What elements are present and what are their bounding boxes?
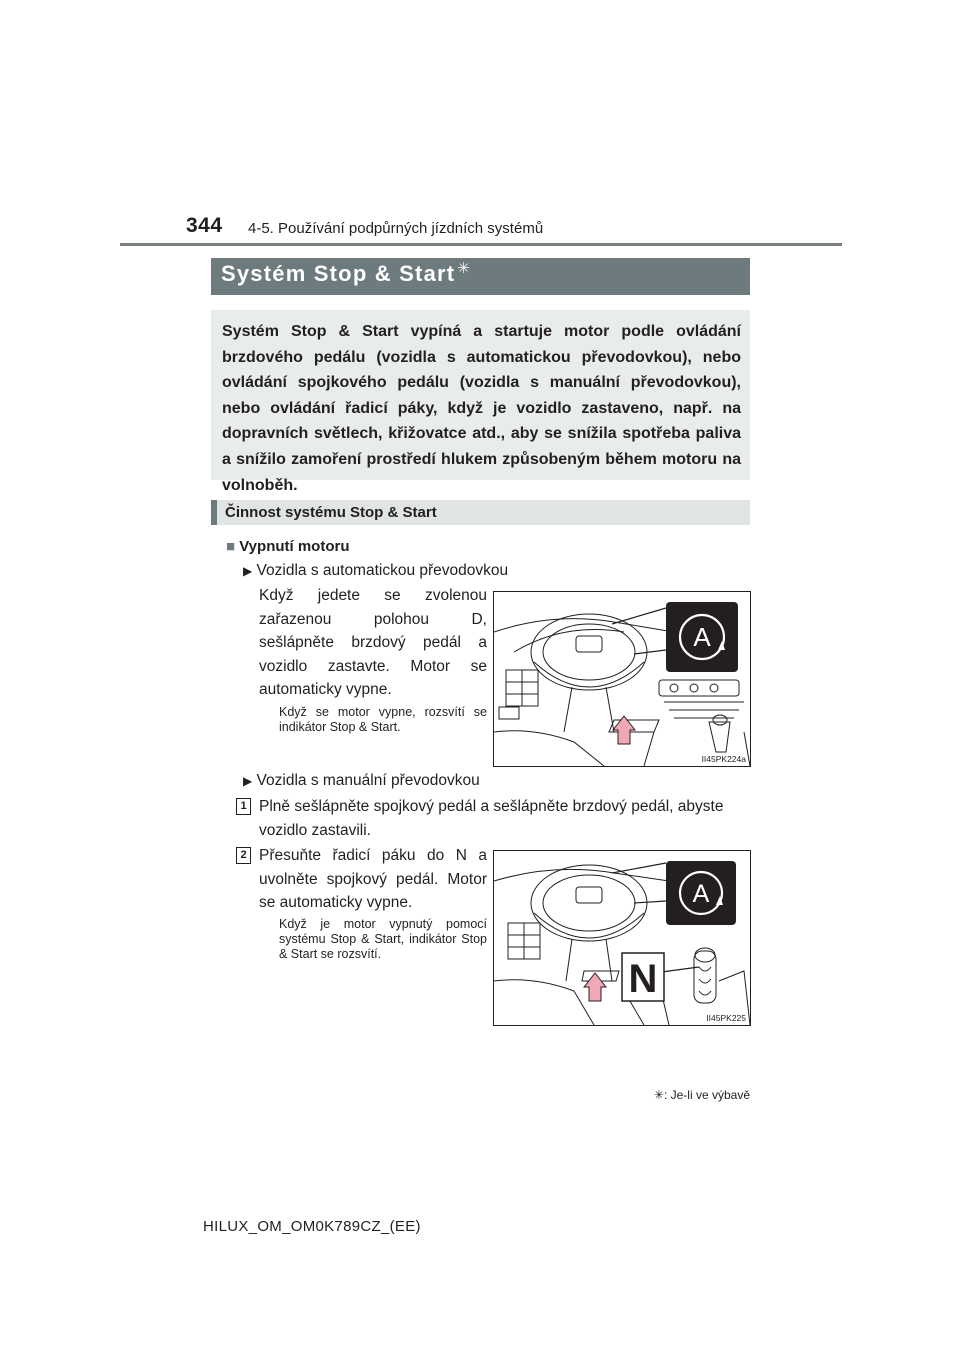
auto-note: Když se motor vypne, rozsvítí se indikátor Stop & Start. bbox=[279, 705, 487, 734]
figure-automatic-dashboard bbox=[493, 591, 751, 767]
gear-n-label: N bbox=[628, 957, 658, 1001]
subheading bbox=[211, 500, 750, 525]
footnote bbox=[600, 1088, 750, 1102]
triangle-arrow-icon: ▶ bbox=[243, 774, 253, 788]
dashboard-illustration bbox=[494, 592, 750, 766]
intro-box bbox=[211, 310, 750, 494]
manual-note: Když je motor vypnutý pomocí systému Stop & Start, indikátor Stop & Start se rozsvítí. bbox=[279, 917, 487, 961]
stop-start-indicator-letter: A bbox=[693, 622, 711, 652]
auto-heading-text: Vozidla s automatickou převodovkou bbox=[256, 562, 509, 579]
section-label: 4-5. Používání podpůrných jízdních systémů bbox=[248, 220, 544, 237]
stop-start-indicator-letter: A bbox=[692, 880, 710, 908]
step-1-text: Plně sešlápněte spojkový pedál a sešlápněte brzdový pedál, abyste vozidlo zastavili. bbox=[259, 798, 724, 839]
triangle-arrow-icon: ▶ bbox=[243, 564, 253, 578]
figure-code: II45PK224a bbox=[701, 754, 746, 764]
footnote-text: : Je-li ve výbavě bbox=[663, 1088, 750, 1102]
figure-manual-dashboard bbox=[493, 850, 751, 1026]
square-bullet-icon: ■ bbox=[226, 538, 236, 555]
intro-text: Systém Stop & Start vypíná a startuje motor podle ovládání brzdového pedálu (vozidla s automatickou převodovkou), nebo ovládání spojkového pedálu (vozidla s manuální převodovkou), nebo ovládání řadicí páky, když je vozidlo zastaveno, např. na dopravních světlech, křižovatce atd., aby se snížila spotřeba paliva a snížilo zamoření prostředí hlukem způsobeným během motoru na volnoběh. bbox=[222, 323, 741, 494]
subheading-text: Činnost systému Stop & Start bbox=[225, 504, 437, 521]
asterisk-icon: ✳ bbox=[457, 260, 472, 277]
section-heading bbox=[226, 538, 350, 555]
step-2-text: Přesuňte řadicí páku do N a uvolněte spojkový pedál. Motor se automaticky vypne. bbox=[259, 847, 487, 911]
pedal-arrow-icon bbox=[584, 973, 606, 1001]
step-number-2: 2 bbox=[236, 847, 251, 864]
auto-heading bbox=[243, 559, 508, 584]
document-code: HILUX_OM_OM0K789CZ_(EE) bbox=[203, 1218, 421, 1235]
dashboard-manual-illustration bbox=[494, 851, 750, 1025]
manual-heading-text: Vozidla s manuální převodovkou bbox=[256, 772, 480, 789]
header-rule bbox=[120, 243, 842, 246]
step-number-1: 1 bbox=[236, 798, 251, 815]
manual-heading bbox=[243, 769, 480, 794]
figure-code: II45PK225 bbox=[706, 1013, 746, 1023]
page-title bbox=[221, 261, 471, 287]
page-number: 344 bbox=[186, 214, 223, 237]
auto-body: Když jedete se zvolenou zařazenou polohou D, sešlápněte brzdový pedál a vozidlo zastavte. Motor se automaticky vypne. bbox=[259, 587, 487, 698]
page-title-text: Systém Stop & Start bbox=[221, 261, 456, 286]
section-heading-text: Vypnutí motoru bbox=[239, 538, 350, 555]
title-bar bbox=[211, 258, 750, 295]
asterisk-icon: ✳ bbox=[653, 1088, 664, 1102]
